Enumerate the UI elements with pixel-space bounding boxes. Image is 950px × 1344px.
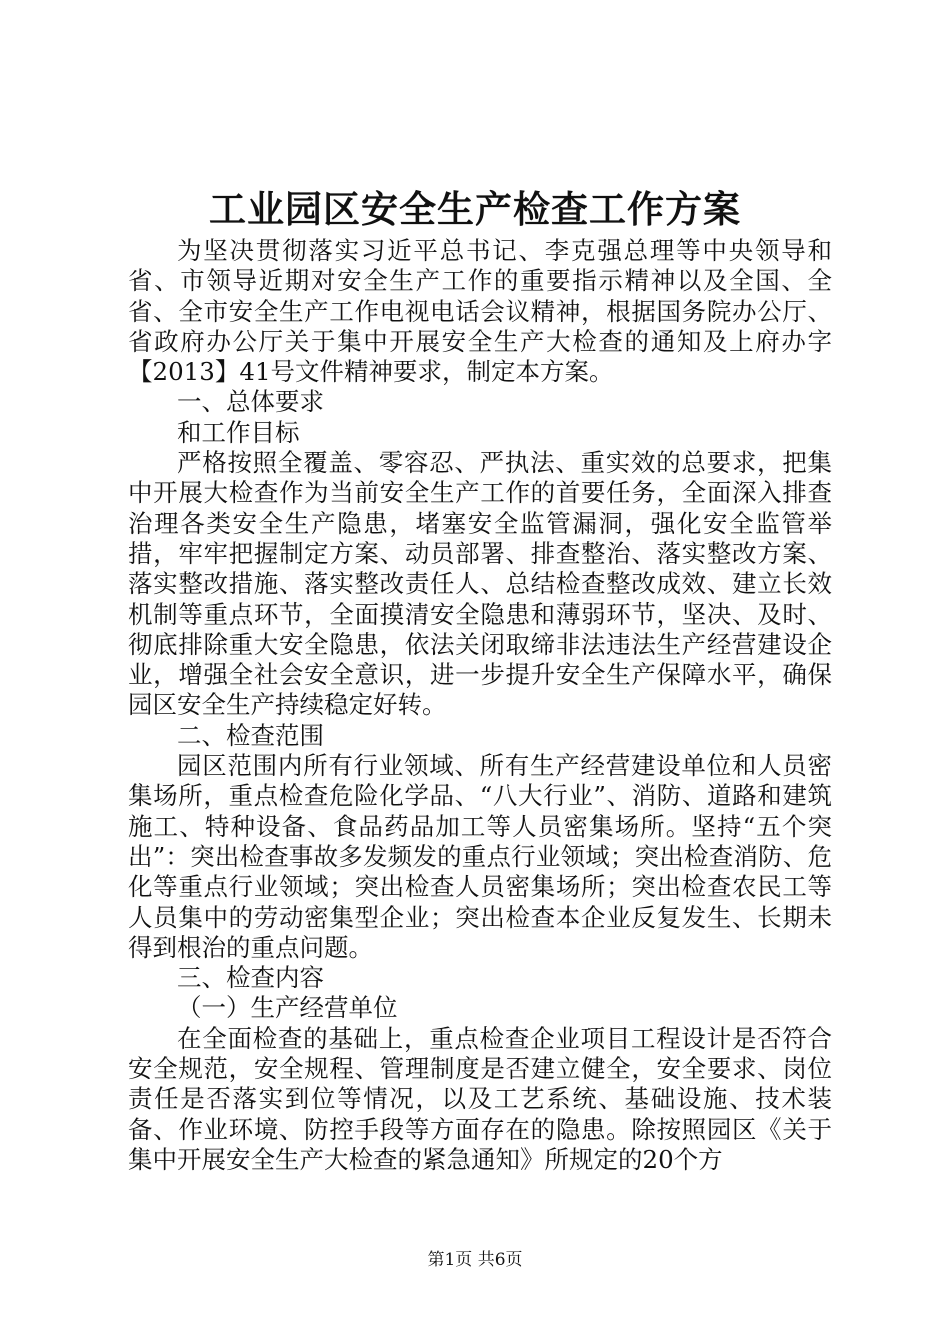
paragraph-intro: 为坚决贯彻落实习近平总书记、李克强总理等中央领导和省、市领导近期对安全生产工作的重要指示精神以及全国、全省、全市安全生产工作电视电话会议精神，根据国务院办公厅、省政府办公厅关于集中开展安全生产大检查的通知及上府办字【2013】41号文件精神要求，制定本方案。	[128, 236, 832, 387]
paragraph-content: 在全面检查的基础上，重点检查企业项目工程设计是否符合安全规范，安全规程、管理制度是否建立健全，安全要求、岗位责任是否落实到位等情况，以及工艺系统、基础设施、技术装备、作业环境、防控手段等方面存在的隐患。除按照园区《关于集中开展安全生产大检查的紧急通知》所规定的20个方	[128, 1023, 832, 1174]
section-heading-3: 三、检查内容	[177, 963, 324, 993]
document-body	[128, 236, 832, 1175]
subsection-heading-1: （一）生产经营单位	[177, 993, 398, 1023]
document-title: 工业园区安全生产检查工作方案	[209, 187, 741, 231]
section-heading-1-continued: 和工作目标	[177, 417, 300, 447]
section-heading-1: 一、总体要求	[177, 387, 324, 417]
paragraph-requirements: 严格按照全覆盖、零容忍、严执法、重实效的总要求，把集中开展大检查作为当前安全生产工作的首要任务，全面深入排查治理各类安全生产隐患，堵塞安全监管漏洞，强化安全监管举措，牢牢把握制定方案、动员部署、排查整治、落实整改方案、落实整改措施、落实整改责任人、总结检查整改成效、建立长效机制等重点环节，全面摸清安全隐患和薄弱环节，坚决、及时、彻底排除重大安全隐患，依法关闭取缔非法违法生产经营建设企业，增强全社会安全意识，进一步提升安全生产保障水平，确保园区安全生产持续稳定好转。	[128, 448, 832, 720]
paragraph-scope: 园区范围内所有行业领域、所有生产经营建设单位和人员密集场所，重点检查危险化学品、“八大行业”、消防、道路和建筑施工、特种设备、食品药品加工等人员密集场所。坚持“五个突出”：突出检查事故多发频发的重点行业领域；突出检查消防、危化等重点行业领域；突出检查人员密集场所；突出检查农民工等人员集中的劳动密集型企业；突出检查本企业反复发生、长期未得到根治的重点问题。	[128, 751, 832, 962]
section-heading-2: 二、检查范围	[177, 720, 324, 750]
page-footer: 第1页 共6页	[427, 1250, 523, 1270]
